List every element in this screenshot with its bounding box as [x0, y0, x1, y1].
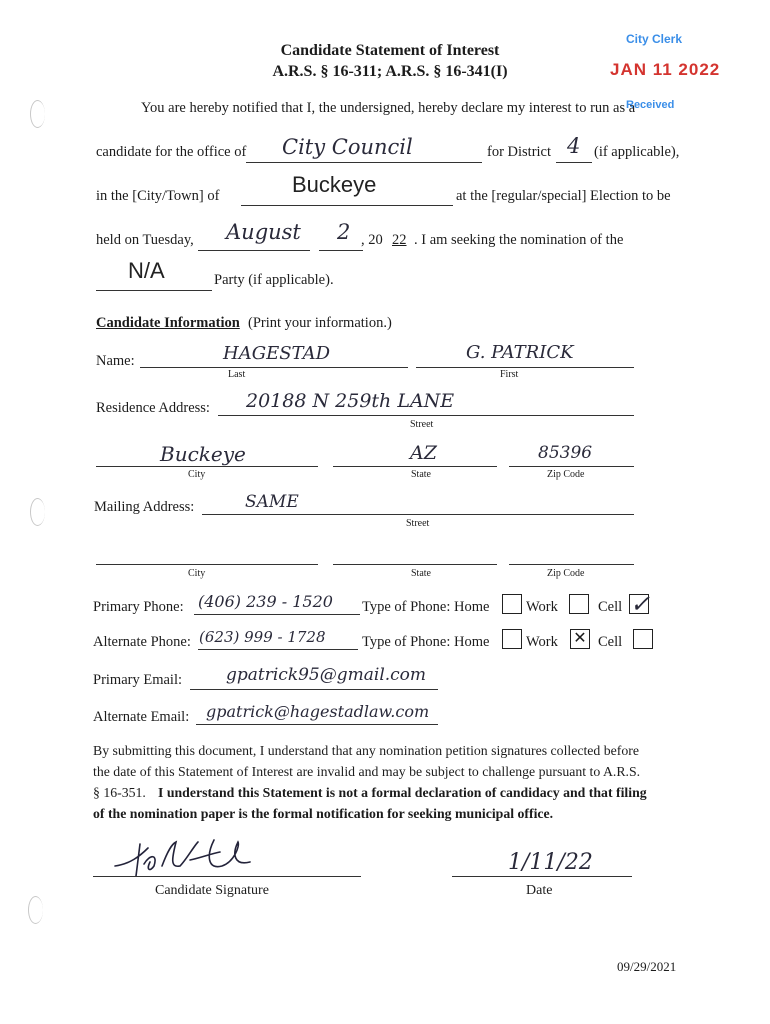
party-underline [96, 290, 212, 291]
primary-phone-type-label: Type of Phone: Home [362, 599, 490, 615]
stamp-status: Received [626, 99, 675, 111]
res-city-underline [96, 466, 318, 467]
punch-hole-mark [28, 896, 43, 924]
primary-home-checkbox[interactable] [502, 594, 522, 614]
primary-email-underline [190, 689, 438, 690]
city-value: Buckeye [292, 172, 377, 197]
stamp-office: City Clerk [626, 32, 683, 46]
name-label: Name: [96, 353, 135, 369]
res-state-underline [333, 466, 497, 467]
mailing-state-underline [333, 564, 497, 565]
election-month: August [226, 220, 301, 244]
alternate-work-checkmark: ✕ [573, 628, 587, 647]
last-name-underline [140, 367, 408, 368]
office-label: candidate for the office of [96, 144, 247, 160]
alternate-email-underline [196, 724, 438, 725]
disclaimer-line-3b: I understand this Statement is not a formal declaration of candidacy and that filing [158, 785, 647, 800]
first-name-underline [416, 367, 634, 368]
party-value: N/A [128, 258, 165, 283]
city-label: in the [City/Town] of [96, 188, 220, 204]
punch-hole-mark [30, 100, 45, 128]
signature-underline [93, 876, 361, 877]
alternate-home-checkbox[interactable] [502, 629, 522, 649]
mailing-city-underline [96, 564, 318, 565]
alternate-email-label: Alternate Email: [93, 709, 190, 725]
primary-cell-label: Cell [598, 599, 623, 615]
street-value: 20188 N 259th LANE [246, 390, 455, 412]
form-statute: A.R.S. § 16-311; A.R.S. § 16-341(I) [272, 63, 508, 80]
party-label: Party (if applicable). [214, 272, 334, 288]
mailing-zip-caption: Zip Code [547, 568, 585, 579]
res-city-value: Buckeye [160, 442, 246, 466]
primary-work-label: Work [526, 599, 558, 615]
res-zip-value: 85396 [538, 443, 593, 463]
primary-work-checkbox[interactable] [569, 594, 589, 614]
city-underline [241, 205, 453, 206]
disclaimer-line-2: the date of this Statement of Interest are invalid and may be subject to challenge pursuant to A.R.S. [93, 764, 641, 779]
alternate-cell-label: Cell [598, 634, 623, 650]
alternate-phone-label: Alternate Phone: [93, 634, 191, 650]
alternate-work-label: Work [526, 634, 558, 650]
section-title: Candidate Information [96, 315, 240, 331]
street-caption: Street [410, 419, 434, 430]
alternate-phone-underline [198, 649, 358, 650]
res-state-caption: State [411, 469, 431, 480]
mailing-zip-underline [509, 564, 634, 565]
primary-email-value: gpatrick95@gmail.com [226, 665, 427, 685]
alternate-work-checkbox[interactable] [570, 629, 590, 649]
office-value: City Council [282, 135, 413, 159]
form-revision-date: 09/29/2021 [617, 959, 677, 974]
street-underline [218, 415, 634, 416]
election-type-text: at the [regular/special] Election to be [456, 188, 671, 204]
district-suffix: (if applicable), [594, 144, 680, 160]
form-title: Candidate Statement of Interest [280, 42, 500, 59]
district-value: 4 [567, 134, 581, 158]
primary-cell-checkmark: ✓ [630, 590, 651, 618]
mailing-street-caption: Street [406, 518, 430, 529]
res-zip-underline [509, 466, 634, 467]
mailing-state-caption: State [411, 568, 431, 579]
primary-email-label: Primary Email: [93, 672, 182, 688]
disclaimer-line-4: of the nomination paper is the formal notification for seeking municipal office. [93, 806, 554, 821]
mailing-label: Mailing Address: [94, 499, 195, 515]
section-note: (Print your information.) [248, 315, 392, 331]
res-state-value: AZ [410, 442, 437, 464]
disclaimer-line-1: By submitting this document, I understand that any nomination petition signatures collected before [93, 743, 640, 758]
first-name-caption: First [500, 369, 519, 380]
district-underline [556, 162, 592, 163]
res-zip-caption: Zip Code [547, 469, 585, 480]
election-year: 22 [392, 232, 407, 248]
mailing-street-underline [202, 514, 634, 515]
month-underline [198, 250, 310, 251]
date-caption: Date [526, 883, 553, 898]
held-on-label: held on Tuesday, [96, 232, 194, 248]
res-city-caption: City [188, 469, 206, 480]
mailing-value: SAME [245, 492, 299, 512]
district-label: for District [487, 144, 552, 160]
first-name-value: G. PATRICK [466, 342, 574, 363]
disclaimer-line-3a: § 16-351. [93, 785, 146, 800]
alternate-cell-checkbox[interactable] [633, 629, 653, 649]
alternate-phone-value: (623) 999 - 1728 [199, 628, 326, 646]
alternate-email-value: gpatrick@hagestadlaw.com [206, 702, 430, 721]
primary-phone-value: (406) 239 - 1520 [198, 592, 333, 611]
stamp-date: JAN 11 2022 [610, 60, 721, 79]
intro-text: You are hereby notified that I, the undersigned, hereby declare my interest to run as a [141, 100, 636, 116]
signature-caption: Candidate Signature [155, 883, 269, 898]
last-name-caption: Last [228, 369, 246, 380]
punch-hole-mark [30, 498, 45, 526]
day-underline [319, 250, 363, 251]
year-prefix: , 20 [361, 232, 383, 248]
date-underline [452, 876, 632, 877]
primary-cell-checkbox[interactable] [629, 590, 651, 618]
office-underline [246, 162, 482, 163]
mailing-city-caption: City [188, 568, 206, 579]
residence-label: Residence Address: [96, 400, 210, 416]
election-day: 2 [337, 220, 351, 244]
alternate-phone-type-label: Type of Phone: Home [362, 634, 490, 650]
last-name-value: HAGESTAD [223, 343, 330, 364]
signature-date-value: 1/11/22 [508, 850, 593, 875]
primary-phone-underline [194, 614, 360, 615]
primary-phone-label: Primary Phone: [93, 599, 184, 615]
seeking-text: . I am seeking the nomination of the [414, 232, 624, 248]
